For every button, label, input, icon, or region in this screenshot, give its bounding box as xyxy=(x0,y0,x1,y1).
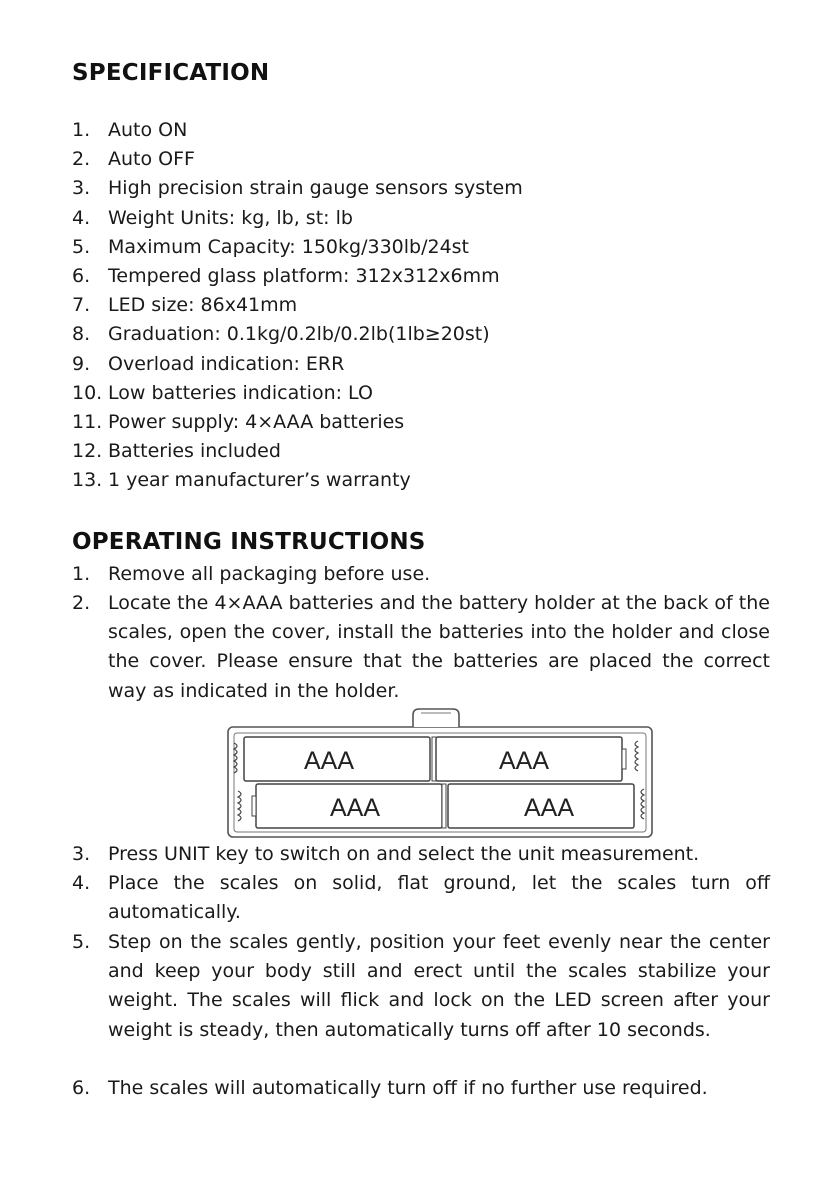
operating-instructions-heading: OPERATING INSTRUCTIONS xyxy=(72,529,426,555)
instruction-number: 1. xyxy=(72,563,91,585)
spec-item-number: 4. xyxy=(72,206,91,229)
spec-item-text: Batteries included xyxy=(108,440,281,463)
instruction-text: The scales will automatically turn off if no further use required. xyxy=(108,1077,708,1099)
spec-item-number: 3. xyxy=(72,177,91,200)
instruction-number: 2. xyxy=(72,592,91,614)
instruction-number: 3. xyxy=(72,843,91,865)
instruction-text: Place the scales on solid, flat ground, let the scales turn off automatically. xyxy=(108,872,770,924)
spec-item-number: 11. xyxy=(72,410,103,433)
spec-item-number: 1. xyxy=(72,119,91,141)
spec-item-number: 2. xyxy=(72,148,91,171)
spec-item-text: Graduation: 0.1kg/0.2lb/0.2lb(1lb≥20st) xyxy=(108,323,490,346)
instruction-number: 4. xyxy=(72,872,91,894)
battery-label: AAA xyxy=(303,747,355,775)
spec-item-text: Power supply: 4×AAA batteries xyxy=(108,410,405,433)
spec-item-text: Low batteries indication: LO xyxy=(108,381,373,404)
spec-item-text: LED size: 86x41mm xyxy=(108,294,298,317)
instruction-text: Locate the 4×AAA batteries and the battery holder at the back of the scales, open the cover, install the batteries into the holder and close the cover. Please ensure that the batteries are placed the correct way as indicated in the holder. xyxy=(108,592,770,702)
instruction-number: 5. xyxy=(72,931,91,953)
spring-icon xyxy=(641,789,644,819)
spec-item-number: 6. xyxy=(72,264,91,287)
spec-item-number: 12. xyxy=(72,440,103,463)
battery-label: AAA xyxy=(523,794,575,822)
spec-item-number: 8. xyxy=(72,323,91,346)
battery-label: AAA xyxy=(498,747,550,775)
spec-item-number: 13. xyxy=(72,469,103,492)
spec-item-text: High precision strain gauge sensors system xyxy=(108,177,523,200)
spring-icon xyxy=(238,791,241,821)
instruction-text: Remove all packaging before use. xyxy=(108,563,431,585)
spec-item-number: 9. xyxy=(72,352,91,375)
spec-item-text: Maximum Capacity: 150kg/330lb/24st xyxy=(108,235,470,258)
spec-item-text: Auto OFF xyxy=(108,148,195,171)
battery-holder-diagram xyxy=(226,705,654,839)
specification-heading: SPECIFICATION xyxy=(72,60,270,86)
instruction-number: 6. xyxy=(72,1077,91,1099)
spec-item-text: Weight Units: kg, lb, st: lb xyxy=(108,206,353,229)
instruction-text: Step on the scales gently, position your feet evenly near the center and keep your body still and erect until the scales stabilize your weight. The scales will flick and lock on the LED screen after your weight is steady, then automatically turns off after 10 seconds. xyxy=(108,931,770,1041)
spring-icon xyxy=(635,741,638,771)
spec-item-number: 5. xyxy=(72,235,91,258)
spec-item-text: Tempered glass platform: 312x312x6mm xyxy=(108,264,500,287)
spec-item-text: Auto ON xyxy=(108,119,188,141)
spec-item-number: 10. xyxy=(72,381,103,404)
battery-label: AAA xyxy=(329,794,381,822)
spec-item-text: Overload indication: ERR xyxy=(108,352,345,375)
battery-tab xyxy=(413,709,459,727)
spec-item-text: 1 year manufacturer’s warranty xyxy=(108,469,411,492)
spec-item-number: 7. xyxy=(72,294,91,317)
instruction-text: Press UNIT key to switch on and select the unit measurement. xyxy=(108,843,700,865)
